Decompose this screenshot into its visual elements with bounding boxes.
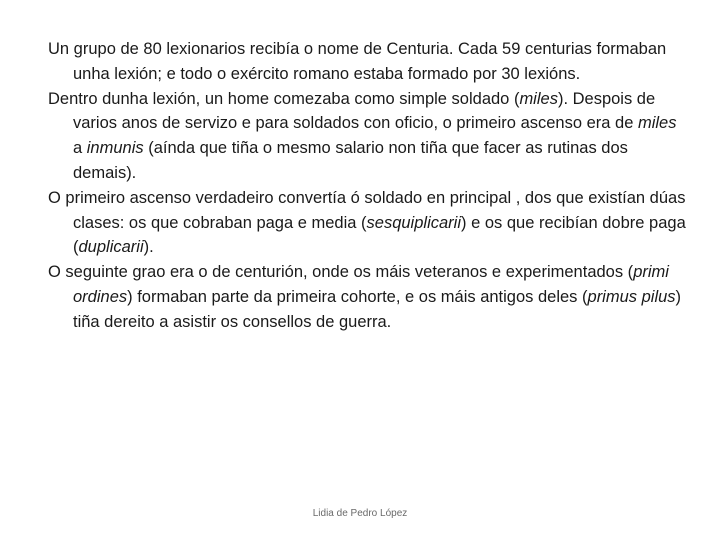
italic-term: miles — [637, 114, 677, 133]
text-run: Un grupo de 80 lexionarios recibía o nome de Centuria. Cada 59 centurias formaban unha lexión; e todo o exército romano estaba formado por 30 lexións. — [48, 40, 667, 83]
italic-term: inmunis — [86, 139, 144, 158]
text-run: ) e os que recibían dobre paga ( — [73, 213, 686, 257]
text-run: ). Despois de varios anos de servizo e para soldados con oficio, o primeiro ascenso era de — [73, 89, 656, 133]
paragraph-miles — [48, 87, 688, 186]
text-run: ) formaban parte da primeira cohorte, e os máis antigos deles ( — [127, 287, 588, 306]
italic-term: primi ordines — [73, 263, 669, 306]
text-run: Dentro dunha lexión, un home comezaba como simple soldado ( — [48, 89, 520, 108]
paragraph-centuria — [48, 37, 688, 87]
footer-author: Lidia de Pedro López — [312, 508, 408, 519]
text-run: ) tiña dereito a asistir os consellos de guerra. — [73, 287, 682, 331]
text-run: ). — [143, 238, 154, 257]
text-run: O primeiro ascenso verdadeiro convertía ó soldado en principal , dos que existían dúas clases: os que cobraban paga e media ( — [48, 188, 686, 232]
paragraph-centurion — [48, 260, 688, 334]
slide-body — [48, 37, 688, 335]
text-run: (aínda que tiña o mesmo salario non tiña que facer as rutinas dos demais). — [73, 139, 628, 182]
paragraph-principal — [48, 186, 688, 260]
italic-term: miles — [519, 89, 558, 108]
text-run: a — [73, 139, 87, 158]
italic-term: primus pilus — [587, 287, 676, 306]
italic-term: sesquiplicarii — [366, 213, 461, 232]
text-run: O seguinte grao era o de centurión, onde os máis veteranos e experimentados ( — [48, 263, 634, 282]
italic-term: duplicarii — [78, 238, 144, 257]
